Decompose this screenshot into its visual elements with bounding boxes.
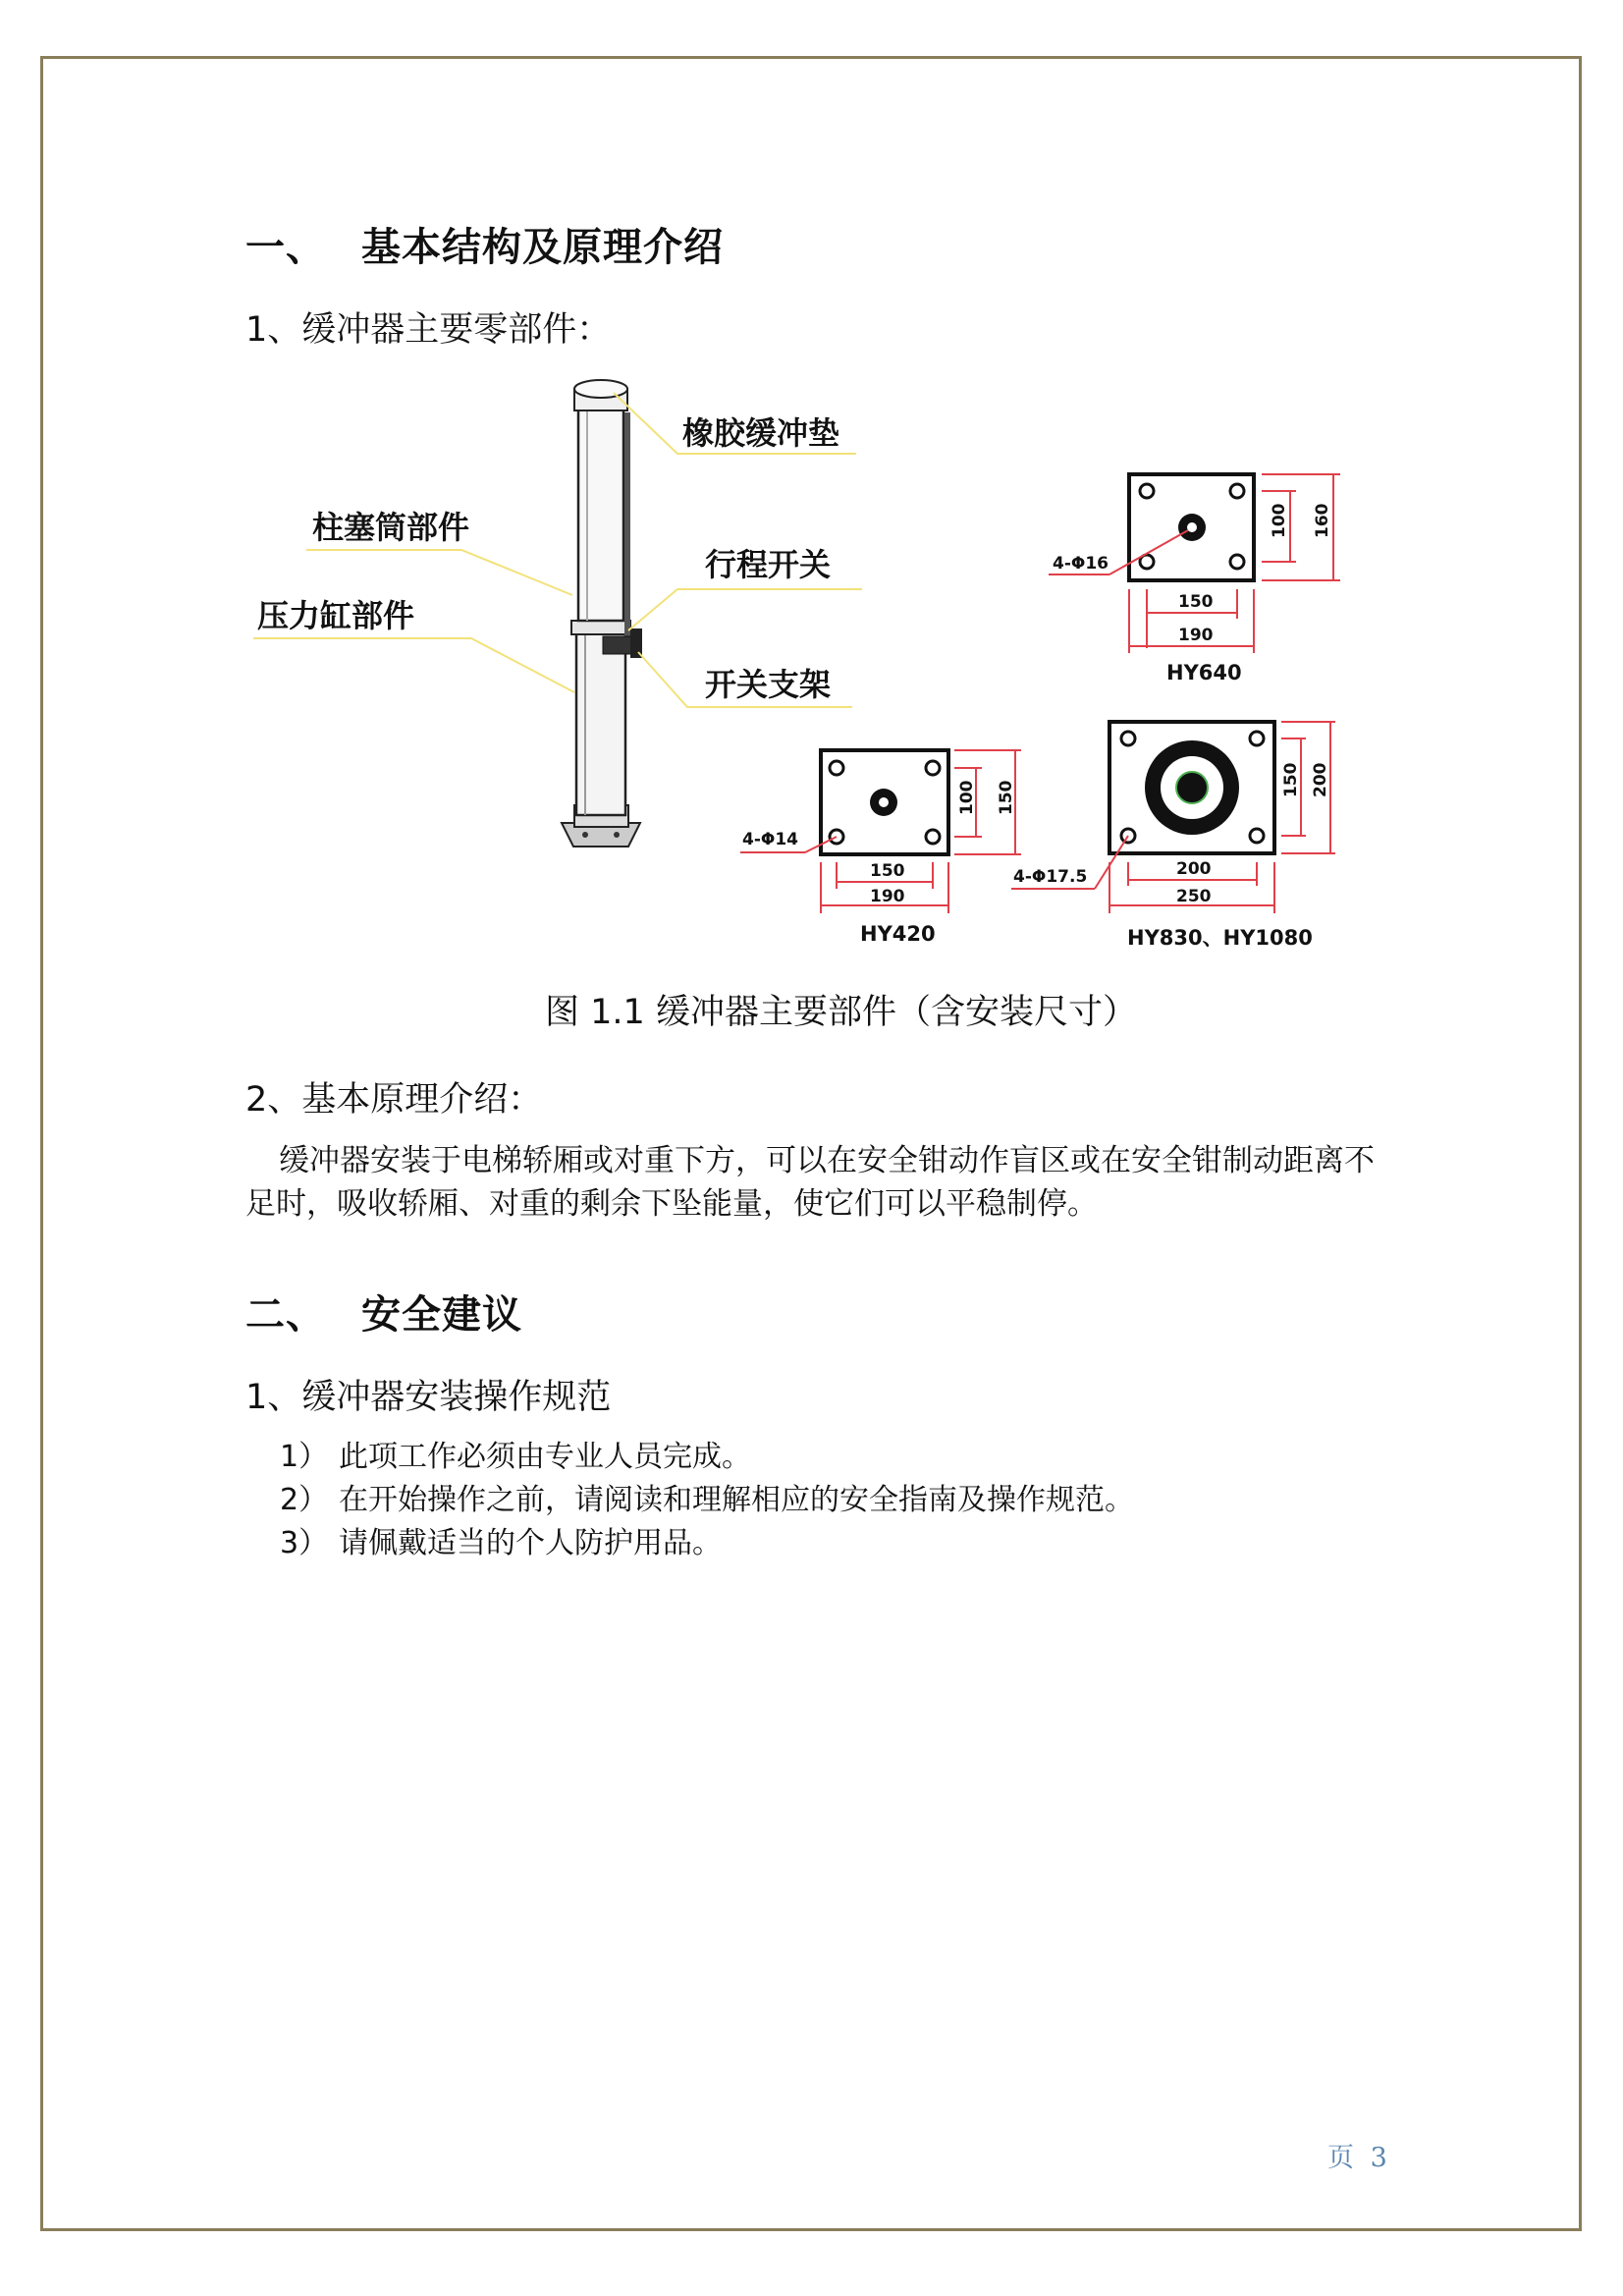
page-label: 页 <box>1327 2143 1358 2173</box>
list-item-text: 在开始操作之前，请阅读和理解相应的安全指南及操作规范。 <box>339 1483 1134 1517</box>
hy420-outer-width: 190 <box>870 887 905 906</box>
safety-list <box>280 1436 1134 1565</box>
hy830-outer-height: 200 <box>1311 762 1330 797</box>
buffer-figure <box>0 0 1623 982</box>
hy420-inner-width: 150 <box>870 861 905 881</box>
principle-paragraph <box>245 1139 1394 1226</box>
hy640-model-name: HY640 <box>1166 661 1242 684</box>
hy830-outer-width: 250 <box>1176 887 1212 906</box>
section2-number: 二、 <box>245 1292 326 1338</box>
hy640-inner-width: 150 <box>1178 592 1214 612</box>
hy640-outer-height: 160 <box>1313 503 1332 538</box>
principle-text: 缓冲器安装于电梯轿厢或对重下方，可以在安全钳动作盲区或在安全钳制动距离不足时，吸收轿厢、对重的剩余下坠能量，使它们可以平稳制停。 <box>245 1143 1375 1222</box>
section1-number: 一、 <box>245 225 326 270</box>
list-item-number: 3） <box>280 1526 329 1560</box>
hy420-plate-drawing <box>740 750 1021 946</box>
section1-title: 基本结构及原理介绍 <box>361 225 724 270</box>
label-travel-switch: 行程开关 <box>705 546 832 583</box>
hy640-outer-width: 190 <box>1178 626 1214 645</box>
label-switch-bracket: 开关支架 <box>705 666 832 703</box>
label-plunger: 柱塞筒部件 <box>312 509 470 546</box>
figure-caption: 图 1.1 缓冲器主要部件（含安装尺寸） <box>545 993 1137 1032</box>
section2-title: 安全建议 <box>361 1292 522 1338</box>
page-footer <box>1327 2136 1391 2174</box>
hy830-model-name: HY830、HY1080 <box>1127 926 1313 950</box>
section1-subheading-1: 1、缓冲器主要零部件： <box>245 310 612 350</box>
hy420-outer-height: 150 <box>997 780 1016 815</box>
list-item <box>280 1522 1134 1565</box>
page-number: 3 <box>1370 2143 1391 2173</box>
hy640-plate-drawing <box>1049 474 1340 684</box>
list-item <box>280 1479 1134 1522</box>
hy640-inner-height: 100 <box>1270 503 1289 538</box>
list-item-text: 此项工作必须由专业人员完成。 <box>339 1440 751 1474</box>
hy830-hole-spec: 4-Φ17.5 <box>1013 867 1088 887</box>
buffer-illustration <box>562 380 642 847</box>
list-item <box>280 1436 1134 1479</box>
section2-subheading-1: 1、缓冲器安装操作规范 <box>245 1378 612 1417</box>
list-item-text: 请佩戴适当的个人防护用品。 <box>339 1526 722 1560</box>
hy420-model-name: HY420 <box>860 922 936 946</box>
section1-subheading-2: 2、基本原理介绍： <box>245 1080 543 1120</box>
hy420-inner-height: 100 <box>957 780 977 815</box>
hy420-hole-spec: 4-Φ14 <box>742 830 798 849</box>
label-cylinder: 压力缸部件 <box>257 597 415 634</box>
hy830-inner-height: 150 <box>1281 762 1301 797</box>
list-item-number: 1） <box>280 1440 329 1474</box>
hy830-inner-width: 200 <box>1176 859 1212 879</box>
hy830-plate-drawing <box>1011 722 1335 950</box>
label-rubber-pad: 橡胶缓冲垫 <box>682 414 840 452</box>
section2-heading <box>245 1284 522 1339</box>
hy640-hole-spec: 4-Φ16 <box>1053 554 1109 574</box>
list-item-number: 2） <box>280 1483 329 1517</box>
